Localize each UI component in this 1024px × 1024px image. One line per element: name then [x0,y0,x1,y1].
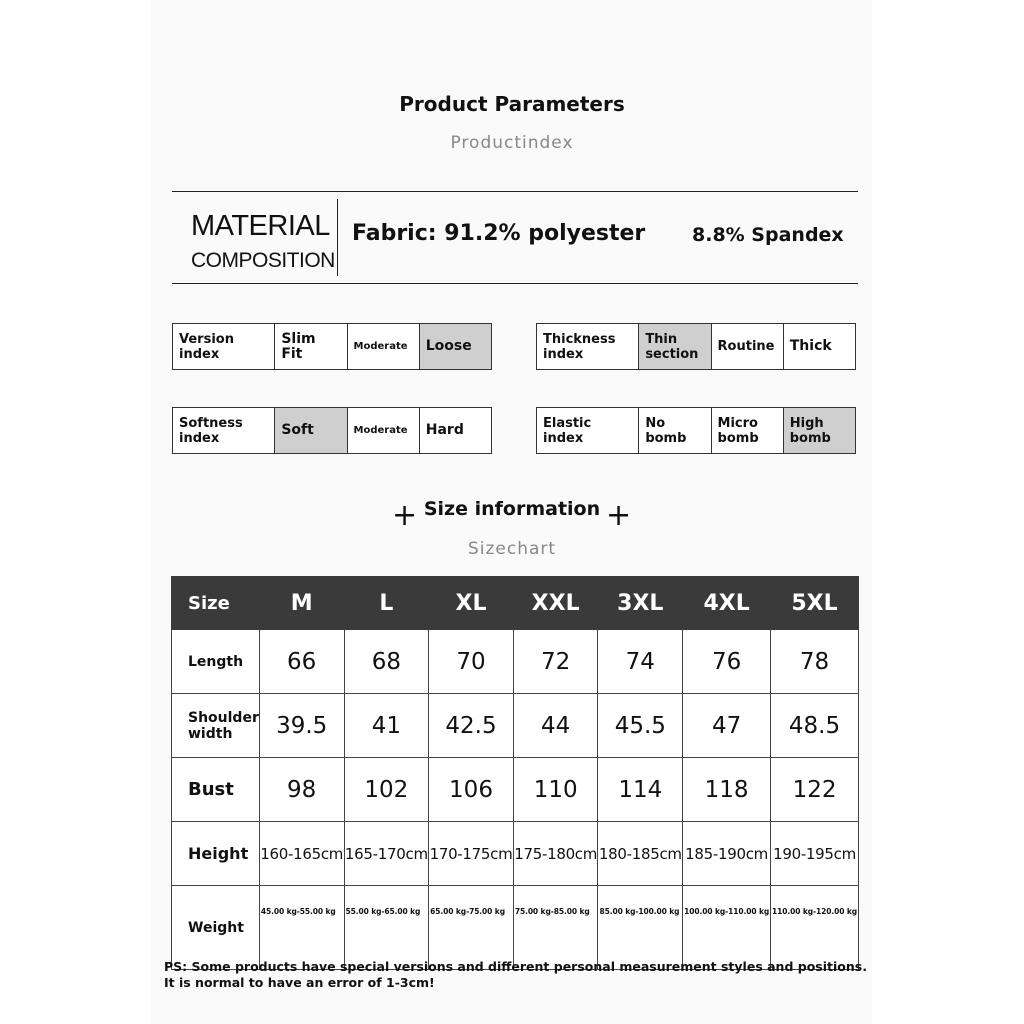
table-cell: 39.5 [259,694,344,758]
row-label-length: Length [172,630,260,694]
table-cell: 170-175cm [429,822,514,886]
version-option-loose: Loose [419,324,491,370]
size-information-title: Size information [423,498,601,520]
header-cell-5xl: 5XL [771,577,859,630]
table-row-height [172,822,859,886]
table-cell: 175-180cm [513,822,598,886]
elastic-option-high-bomb: High bomb [783,408,855,454]
table-cell: 47 [683,694,771,758]
table-row-weight [172,886,859,970]
table-cell: 85.00 kg-100.00 kg [598,886,683,970]
table-cell: 70 [429,630,514,694]
size-header-row [172,577,859,630]
elastic-option-micro-bomb: Micro bomb [711,408,783,454]
softness-index-table [172,407,492,454]
table-cell: 114 [598,758,683,822]
table-cell: 122 [771,758,859,822]
version-option-slim-fit: Slim Fit [275,324,347,370]
softness-option-soft: Soft [275,408,347,454]
version-option-moderate: Moderate [347,324,419,370]
header-cell-l: L [344,577,429,630]
table-cell: 42.5 [429,694,514,758]
row-label-height: Height [172,822,260,886]
table-cell: 102 [344,758,429,822]
elastic-index-label: Elastic index [537,408,639,454]
table-cell: 55.00 kg-65.00 kg [344,886,429,970]
header-cell-xl: XL [429,577,514,630]
table-cell: 72 [513,630,598,694]
table-cell: 44 [513,694,598,758]
table-cell: 118 [683,758,771,822]
thickness-index-label: Thickness index [537,324,639,370]
elastic-option-no-bomb: No bomb [639,408,711,454]
table-cell: 110.00 kg-120.00 kg [771,886,859,970]
table-row-length [172,630,859,694]
table-cell: 41 [344,694,429,758]
table-cell: 76 [683,630,771,694]
thickness-option-thin-section: Thin section [639,324,711,370]
table-row-shoulder-width [172,694,859,758]
table-cell: 65.00 kg-75.00 kg [429,886,514,970]
row-label-bust: Bust [172,758,260,822]
table-cell: 45.00 kg-55.00 kg [259,886,344,970]
thickness-option-routine: Routine [711,324,783,370]
size-chart-table [171,576,859,970]
divider-top [172,191,858,192]
header-cell-xxl: XXL [513,577,598,630]
material-heading: MATERIAL [191,210,330,242]
material-separator [337,199,338,276]
spandex-composition: 8.8% Spandex [692,224,844,246]
plus-decoration-right: + [606,498,632,533]
softness-index-label: Softness index [173,408,275,454]
footnote-line-1: PS: Some products have special versions and different personal measurement styles and positions. [164,959,867,974]
header-cell-m: M [259,577,344,630]
composition-heading: COMPOSITION [191,249,335,272]
softness-option-hard: Hard [419,408,491,454]
table-cell: 110 [513,758,598,822]
header-cell-size: Size [172,577,260,630]
version-index-label: Version index [173,324,275,370]
header-cell-3xl: 3XL [598,577,683,630]
table-cell: 180-185cm [598,822,683,886]
footnote [164,959,867,991]
fabric-composition: Fabric: 91.2% polyester [352,221,646,246]
version-index-table [172,323,492,370]
table-cell: 74 [598,630,683,694]
table-cell: 190-195cm [771,822,859,886]
size-chart-subtitle: Sizechart [467,539,557,559]
footnote-line-2: It is normal to have an error of 1-3cm! [164,975,435,990]
product-parameters-subtitle: Productindex [450,133,574,153]
divider-bottom [172,283,858,284]
plus-decoration-left: + [392,498,418,533]
row-label-weight: Weight [172,886,260,970]
table-cell: 106 [429,758,514,822]
product-parameters-title: Product Parameters [399,92,625,116]
elastic-index-table [536,407,856,454]
header-cell-4xl: 4XL [683,577,771,630]
table-cell: 75.00 kg-85.00 kg [513,886,598,970]
table-row-bust [172,758,859,822]
row-label-shoulder-width: Shoulder width [172,694,260,758]
table-cell: 66 [259,630,344,694]
table-cell: 78 [771,630,859,694]
table-cell: 48.5 [771,694,859,758]
softness-option-moderate: Moderate [347,408,419,454]
thickness-index-table [536,323,856,370]
table-cell: 100.00 kg-110.00 kg [683,886,771,970]
table-cell: 160-165cm [259,822,344,886]
thickness-option-thick: Thick [783,324,855,370]
table-cell: 165-170cm [344,822,429,886]
table-cell: 185-190cm [683,822,771,886]
table-cell: 98 [259,758,344,822]
table-cell: 45.5 [598,694,683,758]
table-cell: 68 [344,630,429,694]
